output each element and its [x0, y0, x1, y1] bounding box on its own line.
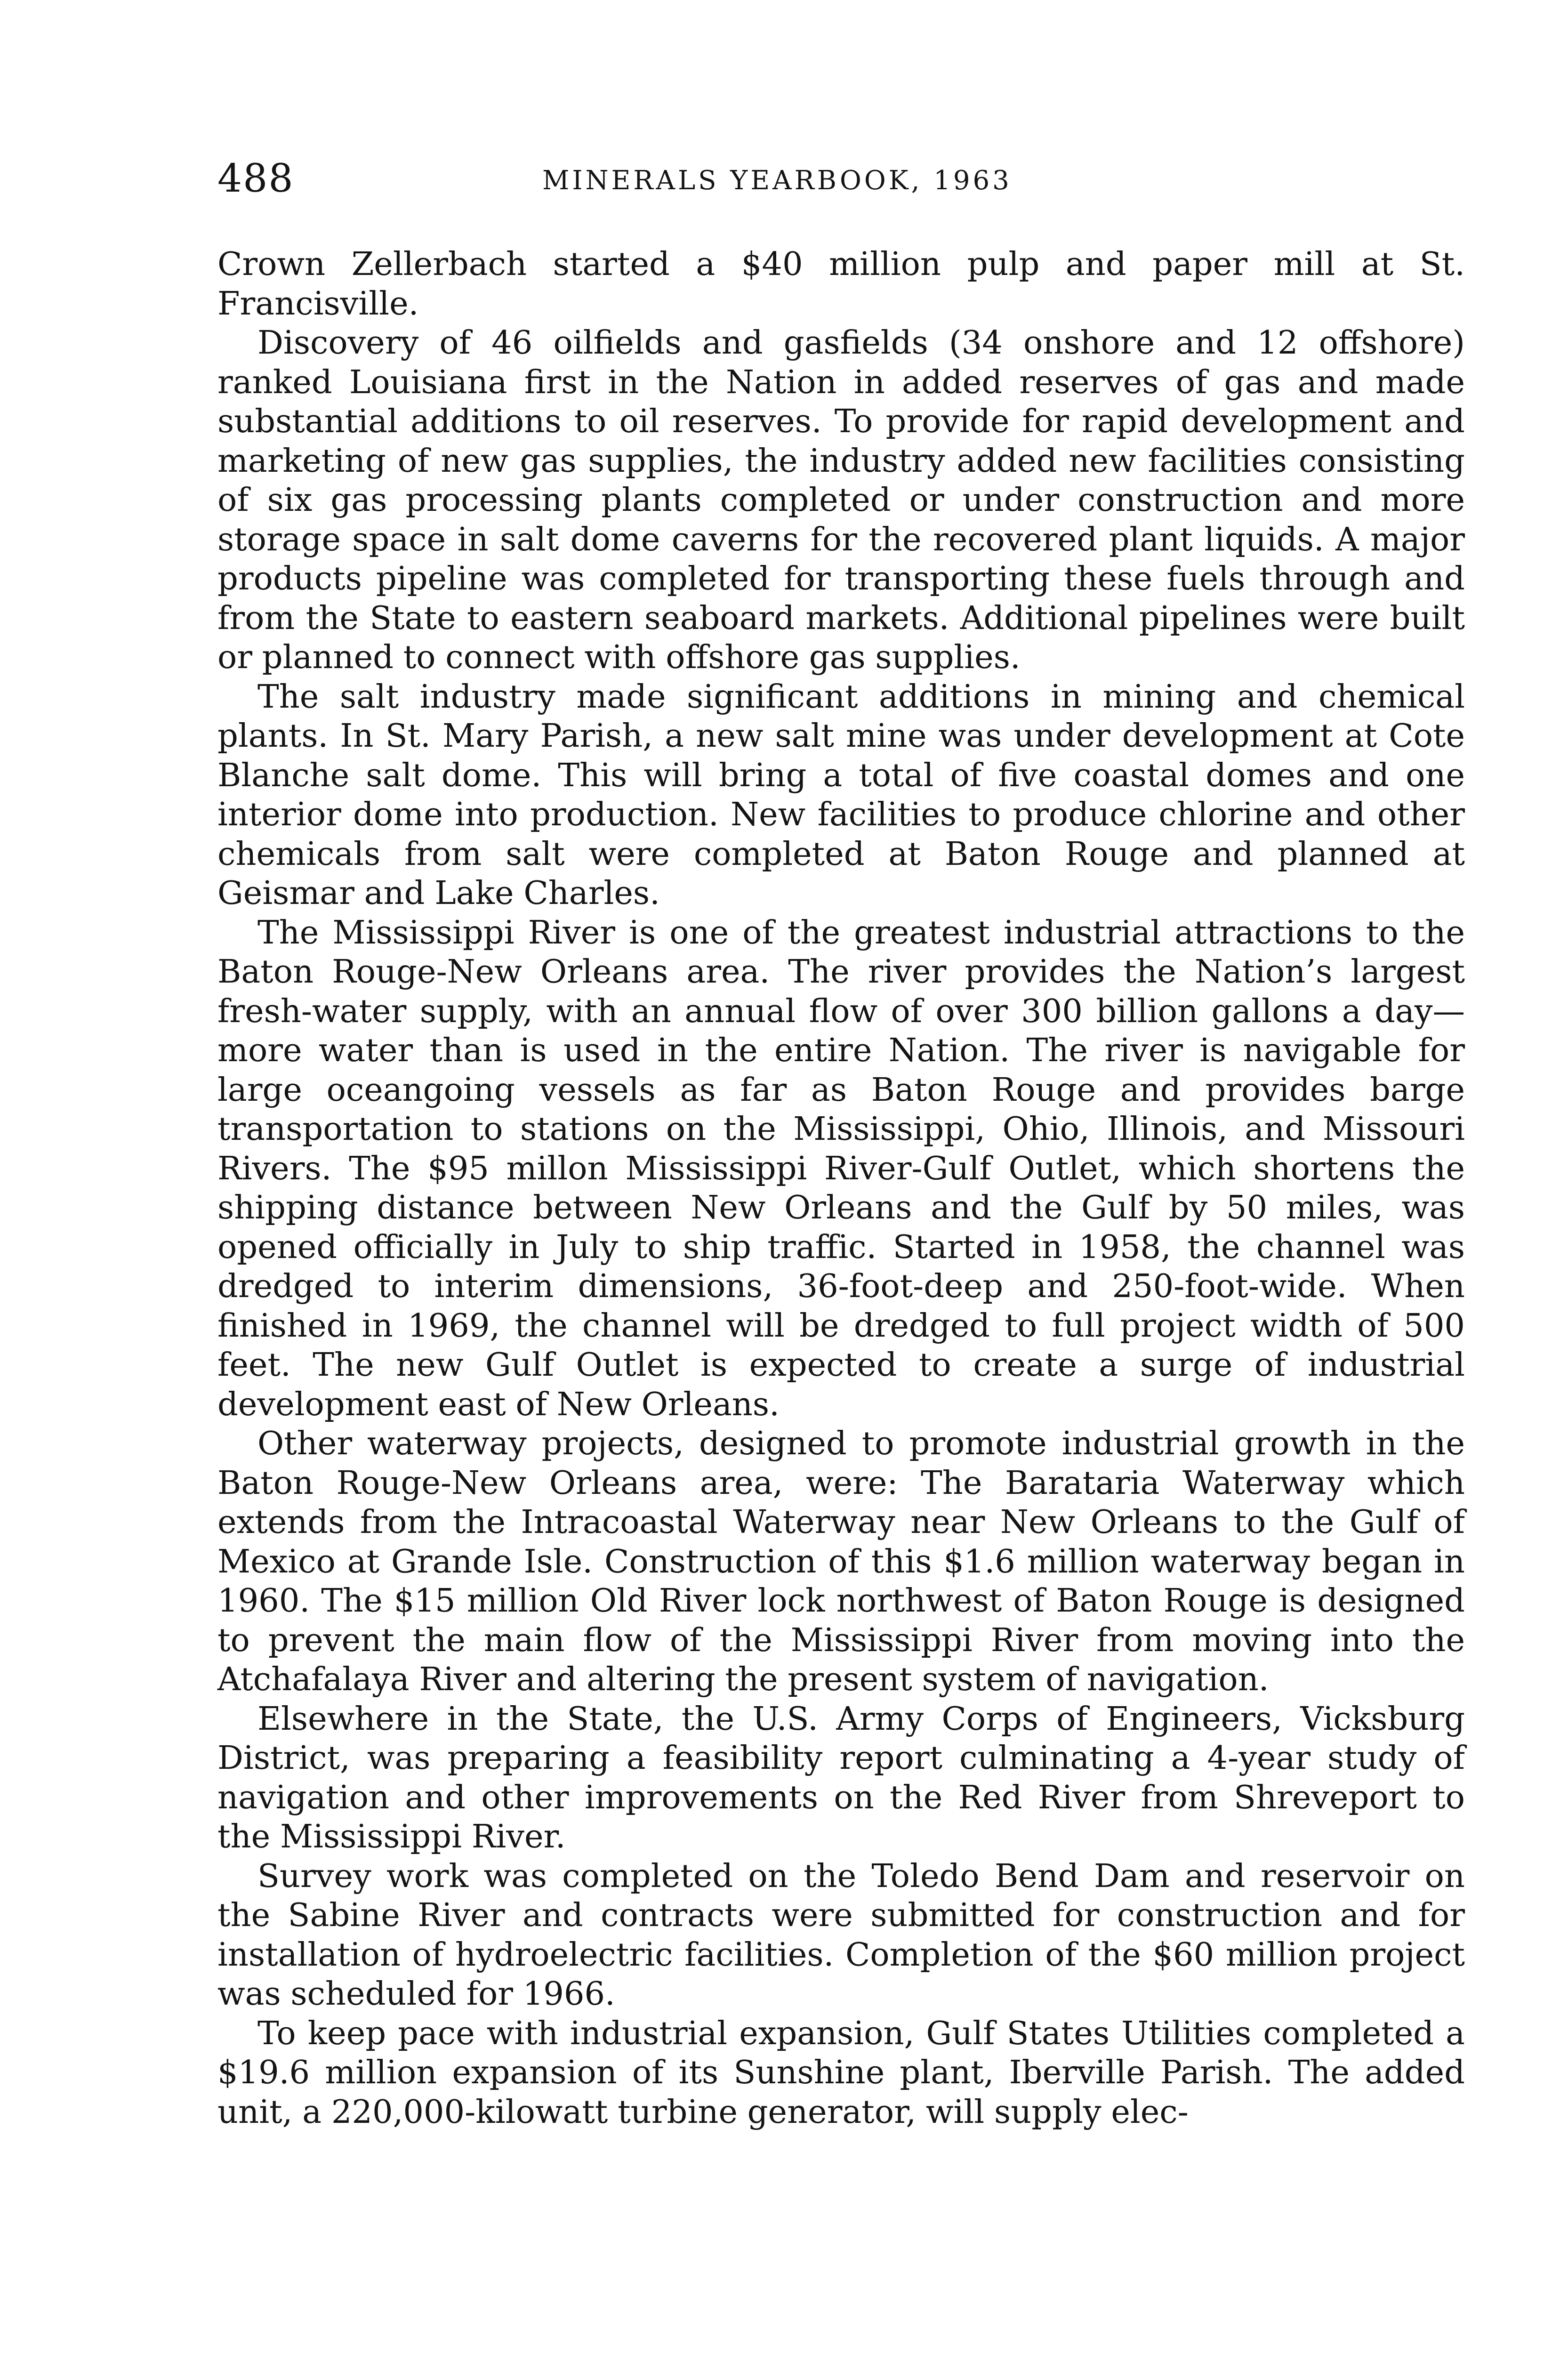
paragraph-red-river-study: Elsewhere in the State, the U.S. Army Corps of Engineers, Vicksburg District, was preparing a feasibility report culminating a 4-year study of navigation and other improvements on the Red River from Shreveport to the Mississippi River.: [217, 1700, 1465, 1855]
running-title: MINERALS YEARBOOK, 1963: [542, 165, 1012, 196]
running-head: [217, 155, 1465, 207]
paragraph-crown-zellerbach: Crown Zellerbach started a $40 million pulp and paper mill at St. Francisville.: [217, 245, 1465, 322]
body-text: [217, 245, 1465, 2132]
paragraph-waterway-projects: Other waterway projects, designed to promote industrial growth in the Baton Rouge-New Orleans area, were: The Barataria Waterway which extends from the Intracoastal Waterway near New Orleans to the Gulf of Mexico at Grande Isle. Construction of this $1.6 million waterway began in 1960. The $15 million Old River lock northwest of Baton Rouge is designed to prevent the main flow of the Mississippi River from moving into the Atchafalaya River and altering the present system of navigation.: [217, 1425, 1465, 1698]
paragraph-salt-industry: The salt industry made significant additions in mining and chemical plants. In St. Mary Parish, a new salt mine was under development at Cote Blanche salt dome. This will bring a total of five coastal domes and one interior dome into production. New facilities to produce chlorine and other chemicals from salt were completed at Baton Rouge and planned at Geismar and Lake Charles.: [217, 677, 1465, 912]
paragraph-oil-gas-discovery: Discovery of 46 oilfields and gasfields (34 onshore and 12 offshore) ranked Louisiana first in the Nation in added reserves of gas and made substantial additions to oil reserves. To provide for rapid development and marketing of new gas supplies, the industry added new facilities consisting of six gas processing plants completed or under construction and more storage space in salt dome caverns for the recovered plant liquids. A major products pipeline was completed for transporting these fuels through and from the State to eastern seaboard markets. Additional pipelines were built or planned to connect with offshore gas supplies.: [217, 324, 1465, 676]
paragraph-toledo-bend-dam: Survey work was completed on the Toledo Bend Dam and reservoir on the Sabine River and contracts were submitted for construction and for installation of hydroelectric facilities. Completion of the $60 million project was scheduled for 1966.: [217, 1857, 1465, 2013]
page-number: 488: [217, 156, 294, 201]
paragraph-mississippi-river: The Mississippi River is one of the greatest industrial attractions to the Baton Rouge-New Orleans area. The river provides the Nation’s largest fresh-water supply, with an annual flow of over 300 billion gallons a day—more water than is used in the entire Nation. The river is navigable for large oceangoing vessels as far as Baton Rouge and provides barge transportation to stations on the Mississippi, Ohio, Illinois, and Missouri Rivers. The $95 millon Mississippi River-Gulf Outlet, which shortens the shipping distance between New Orleans and the Gulf by 50 miles, was opened officially in July to ship traffic. Started in 1958, the channel was dredged to interim dimensions, 36-foot-deep and 250-foot-wide. When finished in 1969, the channel will be dredged to full project width of 500 feet. The new Gulf Outlet is expected to create a surge of industrial development east of New Orleans.: [217, 913, 1465, 1423]
paragraph-gulf-states-utilities: To keep pace with industrial expansion, Gulf States Utilities completed a $19.6 million expansion of its Sunshine plant, Iberville Parish. The added unit, a 220,000-kilowatt turbine generator, will supply elec-: [217, 2014, 1465, 2131]
